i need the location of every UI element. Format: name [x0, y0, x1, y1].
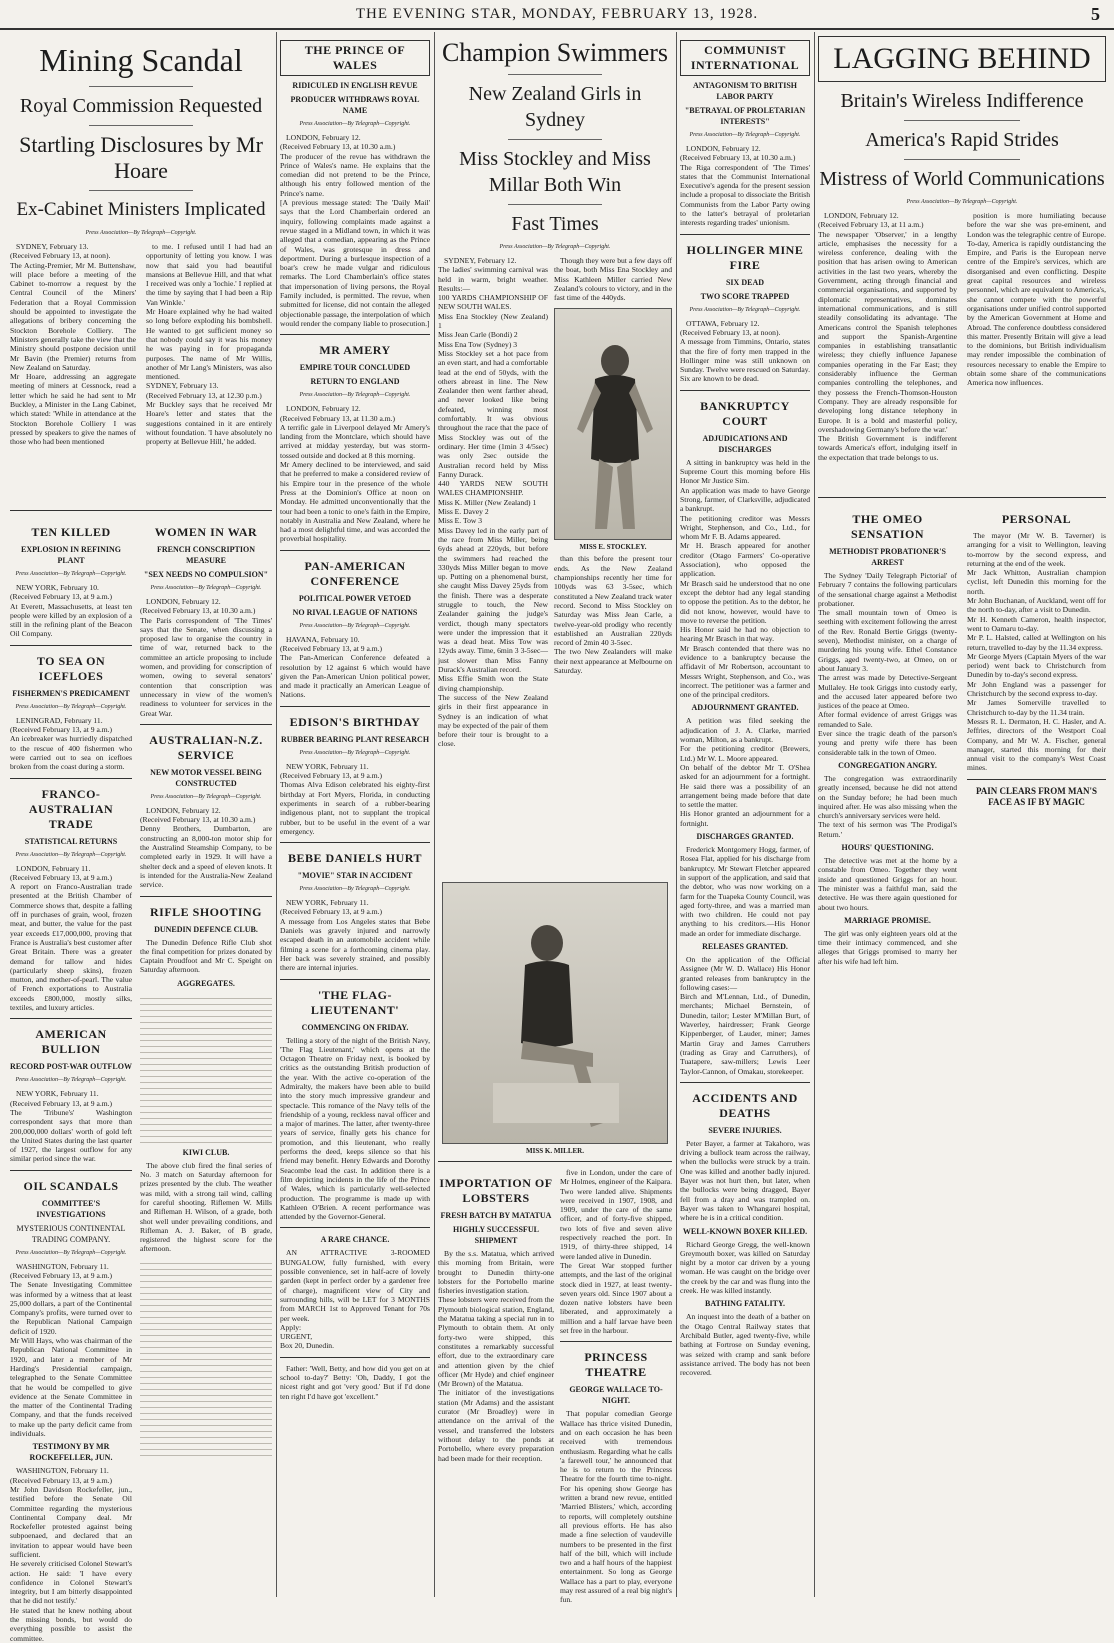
headline-icefloes: TO SEA ON ICEFLOES — [36, 653, 106, 683]
article-text: An inquest into the death of a bather on the Otago Central Railway states that Archibald Butler, aged twenty-five, while bathing at Fortrose on Sunday evening, was seized with cramp and sank before assistance arrived. The body has not been recovered. — [680, 1312, 812, 1378]
photo-caption: MISS E. STOCKLEY. — [579, 543, 647, 552]
article-text: than this before the present tour ends. As the New Zealand championships recently her time for 100yds was 63 3-5sec, which constituted a New Zealand track water record. Second to Miss Stockley on Saturday was Miss Jean Carle, a twelve-year-old prodigy who recently established an Australian 220yds record of 2min 40 3-5sec. The two New Zealanders will make their next appearance at Melbourne on Saturday. — [554, 554, 672, 676]
photo-miss-stockley — [554, 308, 672, 540]
column-3 — [438, 32, 674, 1605]
article-text: NEW YORK, February 11. (Received February 13, at 9 a.m.) The 'Tribune's' Washington correspondent says that more than 200,000,000 dollars' worth of gold left the United States during the last quarter of 1927, the largest outflow for any similar period since the war. — [10, 1089, 132, 1164]
article-text: OTTAWA, February 12. (Received February 13, at noon). A message from Timmins, Ontario, states that the fire of forty men trapped in the Hollinger mine was still unknown on Sunday. Twelve were rescued on Saturday. Six are known to be dead. — [680, 318, 810, 384]
advertisement-text: AN ATTRACTIVE 3-ROOMED BUNGALOW, fully furnished, with every possible convenience, set in half-acre of lovely garden (kept in perfect order by a gardener free of charge), magnificent view of City and surrounding hills, will be LET for 3 MONTHS from MARCH 1st to Approved Tenant for 70s per week. Apply: URGENT, Box 20, Dunedin. — [280, 1248, 430, 1351]
photo-miss-miller — [442, 882, 668, 1144]
subhead: CONGREGATION ANGRY. — [838, 760, 937, 770]
wireless-body — [818, 211, 1106, 491]
credit-line: Press Association—By Telegraph—Copyright. — [499, 244, 611, 250]
article-text: Peter Bayer, a farmer at Takahoro, was driving a bullock team across the railway, when the bullocks were struck by a train. One was killed and another badly injured. Bayer was not hurt then, but later, when the bullocks were being dragged, Bayer fell from a dray and was trampled on. Bayer was taken to Whangarei hospital, where he is in a critical condition. — [680, 1138, 812, 1223]
credit-line: Press Association—By Telegraph—Copyright. — [299, 121, 411, 127]
credit-line: Press Association—By Telegraph—Copyright. — [299, 749, 411, 756]
subhead: RUBBER BEARING PLANT RESEARCH — [280, 734, 430, 744]
credit-line: Press Association—By Telegraph—Copyright. — [15, 571, 127, 577]
article-text: The above club fired the final series of No. 3 match on Saturday afternoon for prizes presented by the club. The weather was mild, with a strong tail wind, calling for careful shooting. Riflemen W. Mills and Rifleman H. Wilson, of a grade, both shot well under prevailing conditions, and Rifleman A. J. Baker, of B grade, registered the highest score for the afternoon. — [140, 1160, 274, 1254]
col1-left-stack — [10, 517, 132, 1643]
subhead: MARRIAGE PROMISE. — [844, 915, 931, 925]
credit-line: Press Association—By Telegraph—Copyright. — [150, 793, 262, 800]
headline-champion-swimmers: Champion Swimmers — [441, 38, 669, 67]
score-table — [140, 1258, 272, 1458]
subhead-wireless-indifference: Britain's Wireless Indifference — [840, 90, 1084, 112]
article-text: LONDON, February 12. (Received February 13, at 10.30 a.m.) Denny Brothers, Dumbarton, are constructing an 8,000-ton motor ship for the Australind Steamship Company, to be completed early in 1929. It will have a shelter deck and a speed of eleven knots. It is intended for the Australia-New Zealand service. — [140, 805, 272, 890]
subhead: COMMENCING ON FRIDAY. — [301, 1022, 409, 1032]
headline-flag-lieutenant: 'THE FLAG-LIEUTENANT' — [310, 987, 400, 1017]
subhead: RECORD POST-WAR OUTFLOW — [10, 1062, 132, 1072]
article-text: That popular comedian George Wallace has thrice visited Dunedin, and on each occasion he has been received with tremendous enthusiasm. Regarding what he calls 'a farewell tour,' he announced that he is to return to the Princess Theatre for the fourth time to-night. For his opening show George has written a brand new revue, entitled 'Married Blisters,' which, according to reports, will completely outshine all previous efforts. He has also made a fine selection of vaudeville numbers to be presented in the first half of the bill, which will include two and a half hours of the happiest entertainment. So long as George Wallace has a part to play, everyone may rest assured of a real big night's fun. — [560, 1409, 674, 1605]
subhead: EMPIRE TOUR CONCLUDED — [299, 363, 411, 373]
score-table — [140, 993, 272, 1143]
column-rule — [676, 32, 677, 1597]
article-text: LONDON, February 12. (Received February 13, at 10.30 a.m.) The producer of the revue has withdrawn the Prince of Wales's name. He explains that the comedian did not pretend to be the Prince, although his entry followed mention of the Prince's name. [A previous message stated: The 'Daily Mail' says that the Lord Chamberlain ordered an inquiry, following complaints made against a revue staged in a Midland town, in which it was alleged that a comedian, appearing as the Prince of Wales, was grotesque in dress and deportment. During a burlesque inspection of a boar's crew he made vulgar and ridiculous remarks. The Lord Chamberlain's office states that impersonation of living persons, the Royal Family included, is permitted. The revue, when submitted for license, did not contain the alleged objectionable passage, the interpolation of which would render the company liable to prosecution.] — [280, 133, 430, 328]
credit-line: Press Association—By Telegraph—Copyright. — [689, 306, 801, 313]
col1-right-stack — [140, 517, 272, 1527]
subhead-stockley-millar: Miss Stockley and Miss Millar Both Win — [459, 148, 651, 196]
article-text: WASHINGTON, February 11. (Received February 13, at 9 a.m.) Mr John Davidson Rockefeller, jun., testified before the Senate Oil Committee regarding the mysterious Continental Company deal. Mr Rockefeller protested against being subpoenaed, and declared that an invitation to appear would have been sufficient. He severely criticised Colonel Stewart's action. He said: 'I have every confidence in Colonel Stewart's integrity, but I am bitterly disappointed that he did not testify.' He stated that he knew nothing about the missing bonds, but would do everything possible to assist the committee. — [10, 1466, 132, 1643]
column-5 — [818, 32, 1106, 1597]
subhead: METHODIST PROBATIONER'S ARREST — [829, 547, 946, 567]
credit-line: Press Association—By Telegraph—Copyright. — [15, 1077, 127, 1084]
headline-lagging-behind: LAGGING BEHIND — [818, 36, 1106, 82]
headline-pain-clears: PAIN CLEARS FROM MAN'S FACE AS IF BY MAGIC — [975, 785, 1098, 807]
column-rule — [814, 32, 815, 1597]
headline-edison-birthday: EDISON'S BIRTHDAY — [289, 714, 421, 729]
subhead: AGGREGATES. — [177, 978, 235, 988]
headline-mr-amery: MR AMERY — [319, 343, 391, 358]
subhead: FISHERMEN'S PREDICAMENT — [12, 688, 130, 698]
headline-rare-chance: A RARE CHANCE. — [320, 1235, 390, 1245]
subhead-startling: Startling Disclosures by Mr Hoare — [19, 132, 263, 183]
credit-line: Press Association—By Telegraph—Copyright. — [150, 585, 262, 591]
subhead-americas-strides: America's Rapid Strides — [865, 129, 1059, 151]
credit-line: Press Association—By Telegraph—Copyright. — [906, 199, 1018, 205]
credit-line: Press Association—By Telegraph—Copyright. — [15, 1249, 127, 1256]
mining-body — [10, 242, 272, 504]
article-text: The congregation was extraordinarily greatly incensed, because he did not attend on the Sunday before; he had been much inquired after. He was also missing when the church's anniversary services were held. The text of his sermon was 'The Prodigal's Return.' — [818, 773, 957, 839]
subhead: COMMITTEE'S INVESTIGATIONS — [36, 1198, 106, 1219]
credit-line: Press Association—By Telegraph—Copyright. — [15, 703, 127, 710]
credit-line: Press Association—By Telegraph—Copyright. — [299, 622, 411, 629]
subhead: FRENCH CONSCRIPTION MEASURE — [156, 545, 255, 565]
subhead: PRODUCER WITHDRAWS ROYAL NAME — [290, 95, 420, 115]
page-number: 5 — [1091, 4, 1100, 24]
subhead: STATISTICAL RETURNS — [24, 836, 118, 846]
subhead: KIWI CLUB. — [182, 1147, 230, 1157]
headline-communist-international: COMMUNIST INTERNATIONAL — [680, 40, 810, 76]
article-text: By the s.s. Matatua, which arrived this morning from Britain, were brought to Dunedin thirty-one lobsters for the Portobello marine fisheries investigation station. These lobsters were received from the Plymouth biological station, England, the Matatua taking a special run in to Plymouth to obtain them. At only forty-two were shipped, this constitutes a remarkably successful effort, due to the extraordinary care and attention given by the chief officer (Mr Hyde) and chief engineer (Mr Brown) of the Matatua. The initiator of the investigations station (Mr Adams) and the assistant curator (Mr Broadley) were in attendance on the arrival of the vessel, and transferred the lobsters without delay to the ponds at Portobello, where every preparation had been made for their reception. — [438, 1249, 554, 1463]
subhead: EXPLOSION IN REFINING PLANT — [20, 545, 121, 565]
headline-american-bullion: AMERICAN BULLION — [35, 1027, 107, 1057]
article-text: LONDON, February 12. (Received February 13, at 10.30 a.m.) The Riga correspondent of 'The Times' states that the Communist International Executive's agenda for the present session include a proposal to dissociate the British Communists from the Labor Party owing to the latter's betrayal of proletarian interests regarding trades' unionism. — [680, 144, 810, 228]
headline-ten-killed: TEN KILLED — [31, 525, 111, 539]
subhead: "SEX NEEDS NO COMPULSION" — [143, 570, 269, 579]
subhead: TWO SCORE TRAPPED — [700, 291, 790, 301]
subhead: POLITICAL POWER VETOED — [298, 593, 412, 603]
column-1 — [10, 32, 274, 1643]
headline-oil-scandals: OIL SCANDALS — [23, 1178, 119, 1193]
column-2 — [280, 32, 430, 1597]
subhead: DUNEDIN DEFENCE CLUB. — [154, 924, 258, 934]
seated-swimmer-icon — [443, 883, 669, 1143]
credit-line: Press Association—By Telegraph—Copyright. — [85, 230, 197, 236]
credit-line: Press Association—By Telegraph—Copyright. — [15, 851, 127, 858]
article-text: On the application of the Official Assignee (Mr W. D. Wallace) His Honor granted releases from bankruptcy in the following cases:— Birch and M'Lennan, Ltd., of Dunedin, merchants; Michael Bernstein, of Dunedin, tailor; Lester M'Millan Burt, of Waverley, hairdresser; Frank George Kippenberger, of Lauder, miner; James Martin Gray and James Carruthers (trading as Gray and Carruthers), of Tuatapere, saw-millers; Lewis Leer Taylor-Cannon, of Omakau, storekeeper. — [680, 955, 810, 1076]
article-text: Though they were but a few days off the boat, both Miss Ena Stockley and Miss Kathleen Miller carried New Zealand's colours to victory, and in the fast time of the 440yds. — [554, 256, 674, 303]
article-text: SYDNEY, February 13. (Received February 13, at noon). The Acting-Premier, Mr M. Buttenshaw, will place before a meeting of the Cabinet to-morrow a request by the Central Council of the Miners' Federation that a Royal Commission should be appointed to investigate the allegations of bribery concerning the Stockton Borehole Colliery. The Ministers generally take the view that the Ministry should postpone decision until Mr Bavin (the Premier) returns from New Zealand on Saturday. Mr Hoare, addressing an aggregate meeting of miners at Cessnock, read a letter which he said he had sent to Mr Buckley, a Minister in the Lang Cabinet, which stated: 'While in attendance at the Stockton Borehole Colliery I was pressed by speakers to give the names of those who had been mentioned — [10, 242, 136, 447]
subhead: HOURS' QUESTIONING. — [841, 843, 934, 853]
subhead: TESTIMONY BY MR ROCKEFELLER, JUN. — [29, 1442, 113, 1463]
subhead-new-zealand-girls: New Zealand Girls in Sydney — [468, 83, 642, 131]
subhead-ex-cabinet: Ex-Cabinet Ministers Implicated — [16, 199, 266, 220]
article-text: NEW YORK, February 10. (Received February 13, at 9 a.m.) At Everett, Massachusetts, at least ten people were killed by an explosion of a still in the refining plant of the Beacon Oil Company. — [10, 583, 132, 639]
article-text: Richard George Gregg, the well-known Greymouth boxer, was killed on Saturday night by a motor car driven by a young woman. He was caught on the bridge over the creek by the car and was flung into the creek. He was killed instantly. — [680, 1239, 812, 1296]
column-rule — [276, 32, 277, 1597]
headline-rifle-shooting: RIFLE SHOOTING — [149, 904, 263, 919]
masthead — [0, 0, 1114, 30]
headline-franco-australian: FRANCO-AUSTRALIAN TRADE — [28, 786, 114, 831]
article-text: HAVANA, February 10. (Received February 13, at 9 a.m.) The Pan-American Conference defeated a resolution by 12 against 6 which would have given the Pan-American Union political power, and made it practically an American League of Nations. — [280, 634, 430, 700]
masthead-title: THE EVENING STAR, MONDAY, FEBRUARY 13, 1928. — [355, 6, 759, 22]
subhead: NO RIVAL LEAGUE OF NATIONS — [292, 607, 418, 617]
subhead: MYSTERIOUS CONTINENTAL TRADING COMPANY. — [16, 1223, 126, 1244]
headline-lobsters: IMPORTATION OF LOBSTERS — [439, 1176, 553, 1205]
article-text: The Dunedin Defence Rifle Club shot the final competition for prizes donated by Captain Proudfoot and Mr C. Speight on Saturday afternoon. — [140, 937, 274, 975]
headline-bebe-daniels: BEBE DANIELS HURT — [287, 851, 423, 866]
headline-omeo-sensation: THE OMEO SENSATION — [851, 512, 924, 541]
subhead-fast-times: Fast Times — [511, 213, 599, 235]
article-text: Frederick Montgomery Hogg, farmer, of Rosea Flat, applied for his discharge from bankruptcy. Mr Stewart Fletcher appeared in support of the application, and said that the debtor, who was now working on a farm for the Tuapeka County Council, was aged forty-three, and was a married man with two children. He could not pay anything to his creditors.—His Honor made an order for immediate discharge. — [680, 845, 812, 938]
headline-accidents-deaths: ACCIDENTS AND DEATHS — [692, 1090, 798, 1120]
article-text: LONDON, February 11. (Received February 13, at 9 a.m.) A report on Franco-Australian trade presented at the British Chamber of Commerce shows that, despite a falling off in purchases of grain, wool, frozen meat, and butter, the value for the past year exceeds £17,000,000, proving that France is Australia's best customer after Great Britain. There was a greater demand for tallow and hides (particularly sheep skins), frozen mutton, and mother-of-pearl. The value of French exportations to Australia exceeds £800,000, mostly silks, textiles, and luxury articles. — [10, 863, 132, 1013]
headline-bankruptcy-court: BANKRUPTCY COURT — [700, 398, 790, 428]
swim-right-stack — [554, 256, 672, 876]
article-text: The mayor (Mr W. B. Taverner) is arranging for a visit to Wellington, leaving to-morrow by the second express, and returning at the end of the week. Mr Jack Whitton, Australian champion cyclist, left Dunedin this morning for the north. Mr John Buchanan, of Auckland, went off for the north to-day, after a visit to Dunedin. Mr H. Kenneth Cameron, health inspector, went to Oamaru to-day. Mr P. L. Halsted, called at Wellington on his return, travelled to-day by the 11.34 express. Mr George Myers (Captain Myers of the war period) went back to Christchurch from Dunedin by to-day's second express. Mr John England was a passenger for Christchurch by the second express to-day. Mr James Somerville travelled to Christchurch to-day by the 11.34 train. Messrs R. L. Dermaton, H. C. Hasler, and A. Jeffries, directors of the Westport Coal Company, and Mr W. A. Fischer, general manager, started this morning for their annual visit to the company's West Coast mines. — [967, 531, 1106, 773]
photo-caption: MISS K. MILLER. — [526, 1147, 584, 1155]
credit-line: Press Association—By Telegraph—Copyright. — [689, 132, 801, 138]
subhead: "MOVIE" STAR IN ACCIDENT — [297, 871, 413, 881]
subhead-royal-commission: Royal Commission Requested — [19, 95, 263, 117]
subhead: DISCHARGES GRANTED. — [696, 832, 794, 842]
article-text: WASHINGTON, February 11. (Received February 13, at 9 a.m.) The Senate Investigating Committee was informed by a witness that at least 25,000 dollars, a part of the Continental Company's profits, were turned over to the Republican National Campaign deficit of 1920. Mr Will Hays, who was chairman of the Republican National Committee in 1920, and later a member of Mr Harding's Presidential campaign, telegraphed to the Senate Committee that he would be compelled to give evidence at the Senate Committee in the matter of the Continental Trading Company, and that the funds received to make up the party deficit came from individuals. — [10, 1261, 132, 1439]
subhead: GEORGE WALLACE TO-NIGHT. — [569, 1385, 663, 1406]
lobster-continued — [560, 1168, 674, 1605]
subhead: ADJUDICATIONS AND DISCHARGES — [702, 433, 788, 454]
column-rule — [434, 32, 435, 1597]
article-text: LENINGRAD, February 11. (Received February 13, at 9 a.m.) An icebreaker was hurriedly dispatched to the rescue of 400 fishermen who were carried out to sea on icefloes broken from the coast during a storm. — [10, 715, 132, 772]
subhead: SIX DEAD — [725, 277, 764, 287]
swimmer-figure-icon — [555, 309, 673, 539]
article-text: to me. I refused until I had had an opportunity of letting you know. I was now that said you had beautiful mansions at Bellevue Hill, and that what I received was only a 'lochie.' I replied at the time by saying that I had been a Rip Van Winkle.' Mr Hoare explained why he had waited so long before exploding his bombshell. He wanted to get sufficient money so that nobody could say it was his money he was paying in for propaganda purposes. The name of Mr Willis, another of Mr Lang's Ministers, was also mentioned. SYDNEY, February 13. (Received February 13, at 12.30 p.m.) Mr Buckley says that he received Mr Hoare's letter and states that the suggestions contained in it are entirely without foundation. 'I have absolutely no property at Bellevue Hill,' he added. — [146, 242, 272, 447]
article-text: position is more humiliating because before the war she was pre-eminent, and London was the telegraphic centre of Europe. To-day, America is rapidly outdistancing the Empire, and Paris is the European nerve centre of the Empire's services, which are disorganised and even conflicting. Despite great capital resources and wireless personnel, which are equivalent to America's, she cannot compete with the powerful organisations under unified control supported by the American Government at Home and Abroad. The conference doubtless considered this matter. Presently Britain will give a lead to the dominions, but British individualism may render impossible the combination of resources necessary to enable the Empire to obtain some share of the communications America now influences. — [967, 211, 1108, 388]
subhead: RETURN TO ENGLAND — [310, 377, 400, 387]
lobster-article — [438, 1168, 554, 1498]
article-text: five in London, under the care of Mr Holmes, engineer of the Kaipara. Two were landed alive. Shipments were received in 1907, 1908, and 1909, under the care of the same officer, and of forty-five shipped, two lots of five and seven alive respectively reached the port. In 1919, of thirty-three shipped, 14 were landed alive in Dunedin. The Great War stopped further attempts, and the last of the original stock died in 1927, at least twenty-seven years old. Since 1907 about a dozen native lobsters have been liberated, and approximately a million and a half larvae have been set free in the harbour. — [560, 1168, 672, 1336]
subhead-mistress: Mistress of World Communications — [819, 168, 1105, 190]
column-4 — [680, 32, 810, 1597]
headline-personal: PERSONAL — [1001, 512, 1072, 526]
subhead: BATHING FATALITY. — [704, 1299, 785, 1309]
headline-prince-of-wales: THE PRINCE OF WALES — [280, 40, 430, 76]
subhead: NEW MOTOR VESSEL BEING CONSTRUCTED — [150, 767, 262, 788]
subhead: RELEASES GRANTED. — [702, 942, 788, 951]
article-text: A sitting in bankruptcy was held in the Supreme Court this morning before His Honor Mr Justice Sim. An application was made to have George Strong, farmer, of Clarksville, adjudicated a bankrupt. The petitioning creditor was Messrs Wright, Stephenson, and Co., Ltd., for whom Mr F. B. Adams appeared. Mr H. Brasch appeared for another creditor (Otago Farmers' Co-operative Association), who opposed the application. Mr Brasch said he understood that no one except the debtor had any legal standing to oppose the petition. As to the debtor, he did not know, however, would have to move to reverse the petition. His Honor said he had no objection to hearing Mr Brasch in that way. Mr Brasch contended that there was no evidence to a bankruptcy because the affidavit of Mr Robertson, accountant to Messrs Wright, Stephenson, and Co., was incorrect. The petitioner was a farmer and one of the principal creditors. — [680, 457, 810, 700]
subhead: RIDICULED IN ENGLISH REVUE — [292, 81, 418, 90]
article-text: LONDON, February 12. (Received February 13, at 10.30 a.m.) The Paris correspondent of 'The Times' says that the Senate, when discussing a proposed law to organise the country in time of war, returned back to the committee an article proposing to include women, and providing for conscription of women, owing to several senators' contention that conscription was unnecessary in view of the women's readiness to volunteer for services in the Great War. — [140, 597, 272, 718]
subhead: WELL-KNOWN BOXER KILLED. — [682, 1226, 808, 1236]
article-text: The girl was only eighteen years old at the time their intimacy commenced, and she alleges that Griggs promised to marry her after his wife had left him. — [818, 928, 959, 966]
subhead: SEVERE INJURIES. — [708, 1125, 782, 1135]
headline-princess-theatre: PRINCESS THEATRE — [584, 1350, 648, 1380]
col5-lower — [818, 504, 1106, 1544]
article-text: LONDON, February 12. (Received February 13, at 11 a.m.) The newspaper 'Observer,' in a lengthy article, emphasises the necessity for a wireless conference, dealing with the position that has arisen owing to American activities in the last two years, whereby the Government, acting through financial and commercial organisations, and supported by diplomatic representatives, dominates international communications, and is still steadily consolidating its advantage. 'The Americans control the Spanish telephones and support the Spanish-Argentine companies in establishing transatlantic wireless; they chiefly influence Japanese companies operating in the Far East; they considerably influence the German companies controlling the telephones, and they possess the French-Thomson-Houston Company. They are already responsible for developing long distance telephony in Europe. It is a bold and masterful policy, overshadowing Germany's before the war.' The British Government is indifferent towards America's effort, indulging itself in the expectation that trade belongs to us. — [818, 211, 957, 462]
headline-hollinger-mine: HOLLINGER MINE FIRE — [686, 242, 804, 272]
article-text: LONDON, February 12. (Received February 13, at 11.30 a.m.) A terrific gale in Liverpool delayed Mr Amery's landing from the Montclare, which should have arrived at midday yesterday, but was storm-tossed outside and docked at 8 this morning. Mr Amery declined to be interviewed, and said that he preferred to make a considered review of his Empire tour in the presence of the whole Press at the Dominion's Office at noon on Monday. He admitted unconventionally that the tour had been a tonic to one's faith in the Empire, notably in Australia and New Zealand, where he had a most delightful time, and was accorded the proverbial hospitality. — [280, 404, 430, 544]
article-text: A petition was filed seeking the adjudication of J. A. Clarke, married woman, Milton, as a bankrupt. For the petitioning creditor (Brewers, Ltd.) Mr W. L. Moore appeared. On behalf of the debtor Mr T. O'Shea asked for an adjournment for a fortnight. He said there was a possibility of an arrangement being made before that date to settle the matter. His Honor granted an adjournment for a fortnight. — [680, 716, 810, 828]
article-text: SYDNEY, February 12. The ladies' swimming carnival was held in warm, bright weather. Results:— 100 YARDS CHAMPIONSHIP OF NEW SOUTH WALES. Miss Ena Stockley (New Zealand) 1 Miss Jean Carle (Bondi) 2 Miss Ena Tow (Sydney) 3 Miss Stockley set a hot pace from an even start, and had a comfortable lead at the end of 50yds, with the others abreast in line. The New Zealander then went farther ahead, and never looked like being defeated, winning most comfortably. It was obvious throughout the race that the pace of Miss Stockley was out of the ordinary. Her time (1min 3 4/5sec) was only 2sec outside the Australian record held by Miss Fanny Durack. 440 YARDS NEW SOUTH WALES CHAMPIONSHIP. Miss K. Miller (New Zealand) 1 Miss E. Davey 2 Miss E. Tow 3 Miss Davey led in the early part of the race from Miss Miller, being 6yds ahead at 220yds, but before the swimmers had reached the 330yds Miss Miller began to move up. Putting on a phenomenal burst, she caught Miss Davey 25yds from the finish. There was a desperate struggle to touch, the New Zealander gaining the judge's verdict, though many spectators were under the impression that it was a dead heat. Miss Tow was 12yds away. Time, 6min 3 3-5sec—just slower than Miss Fanny Durack's Australian record. Miss Effie Smith won the State diving championship. The success of the New Zealand girls in their first appearance in Sydney is an indication of what may be expected of the pair of them before their tour is brought to a close. — [438, 256, 548, 749]
article-text: The Sydney 'Daily Telegraph Pictorial' of February 7 contains the following particulars of the sensational charge against a Methodist probationer. The small mountain town of Omeo is seething with excitement following the arrest of the Rev. Ronald Bertie Griggs (twenty-seven), Methodist minister, on a charge of murdering his young wife. Ethel Constance Griggs, aged twenty-two, at Omeo, on or about January 3. The arrest was made by Detective-Sergeant Mullaley. He took Griggs into custody early, and the accused later appeared before two justices of the peace at Omeo. After formal evidence of arrest Griggs was remanded to Sale. Ever since the tragic death of the parson's young and pretty wife there has been considerable talk in the town of Omeo. — [818, 571, 957, 757]
subhead: FRESH BATCH BY MATATUA — [440, 1211, 552, 1220]
article-text: NEW YORK, February 11. (Received February 13, at 9 a.m.) A message from Los Angeles states that Bebe Daniels was gravely injured and narrowly escaped death in an automobile accident while filming a scene for a forthcoming cinema play. Her back was severely strained, and possibly there are internal injuries. — [280, 898, 430, 973]
swim-text-left — [438, 256, 548, 876]
article-text: The detective was met at the home by a constable from Omeo. Together they went inside and questioned Griggs for an hour. The minister was a faithful man, said the detective. He was there again questioned for about two hours. — [818, 856, 959, 912]
subhead: ADJOURNMENT GRANTED. — [691, 703, 799, 713]
subhead: ANTAGONISM TO BRITISH LABOR PARTY — [692, 81, 798, 101]
headline-women-in-war: WOMEN IN WAR — [154, 525, 258, 539]
credit-line: Press Association—By Telegraph—Copyright. — [299, 392, 411, 399]
headline-australian-nz-service: AUSTRALIAN-N.Z. SERVICE — [149, 732, 263, 762]
article-text: NEW YORK, February 11. (Received February 13, at 9 a.m.) Thomas Alva Edison celebrated his eighty-first birthday at Fort Myers, Florida, in conducting experiments in search of a rubber-bearing indigenous plant, not to supplant the tropical rubber, but to be useful in the event of a war emergency. — [280, 761, 430, 836]
article-text: Father: 'Well, Betty, and how did you get on at school to-day?' Betty: 'Oh, Daddy, I got the nicest right and got 'very good.' But if I'd done ten right I'd have got 'excellent.'' — [280, 1363, 432, 1401]
credit-line: Press Association—By Telegraph—Copyright. — [299, 886, 411, 893]
article-text: Telling a story of the night of the British Navy, 'The Flag Lieutenant,' which opens at the Octagon Theatre on Friday next, is booked by critics as the outstanding British production of the year. With the active co-operation of the Admiralty, the makers have been able to build into the story much impressive grandeur and spectacle. This romance of the Navy tells of the friendship of a young, reckless naval officer and a major of marines. The latter, after twenty-three years of service, finally gets his chance for promotion, and this lieutenant, who really performs the deed, keeps silence so that his friend may benefit. Henry Edwards and Dorothy Seacombe lead the cast. In addition there is a film depicting incidents in the life of the Prince of Wales, which is particularly well-selected production. The programme is made up with Kathleen O'Brien. A recent performance was attended by the Governor-General. — [280, 1035, 432, 1222]
headline-pan-american: PAN-AMERICAN CONFERENCE — [304, 558, 406, 588]
subhead: "BETRAYAL OF PROLETARIAN INTERESTS" — [684, 106, 806, 126]
headline-mining-scandal: Mining Scandal — [39, 42, 243, 78]
subhead: HIGHLY SUCCESSFUL SHIPMENT — [453, 1225, 539, 1245]
